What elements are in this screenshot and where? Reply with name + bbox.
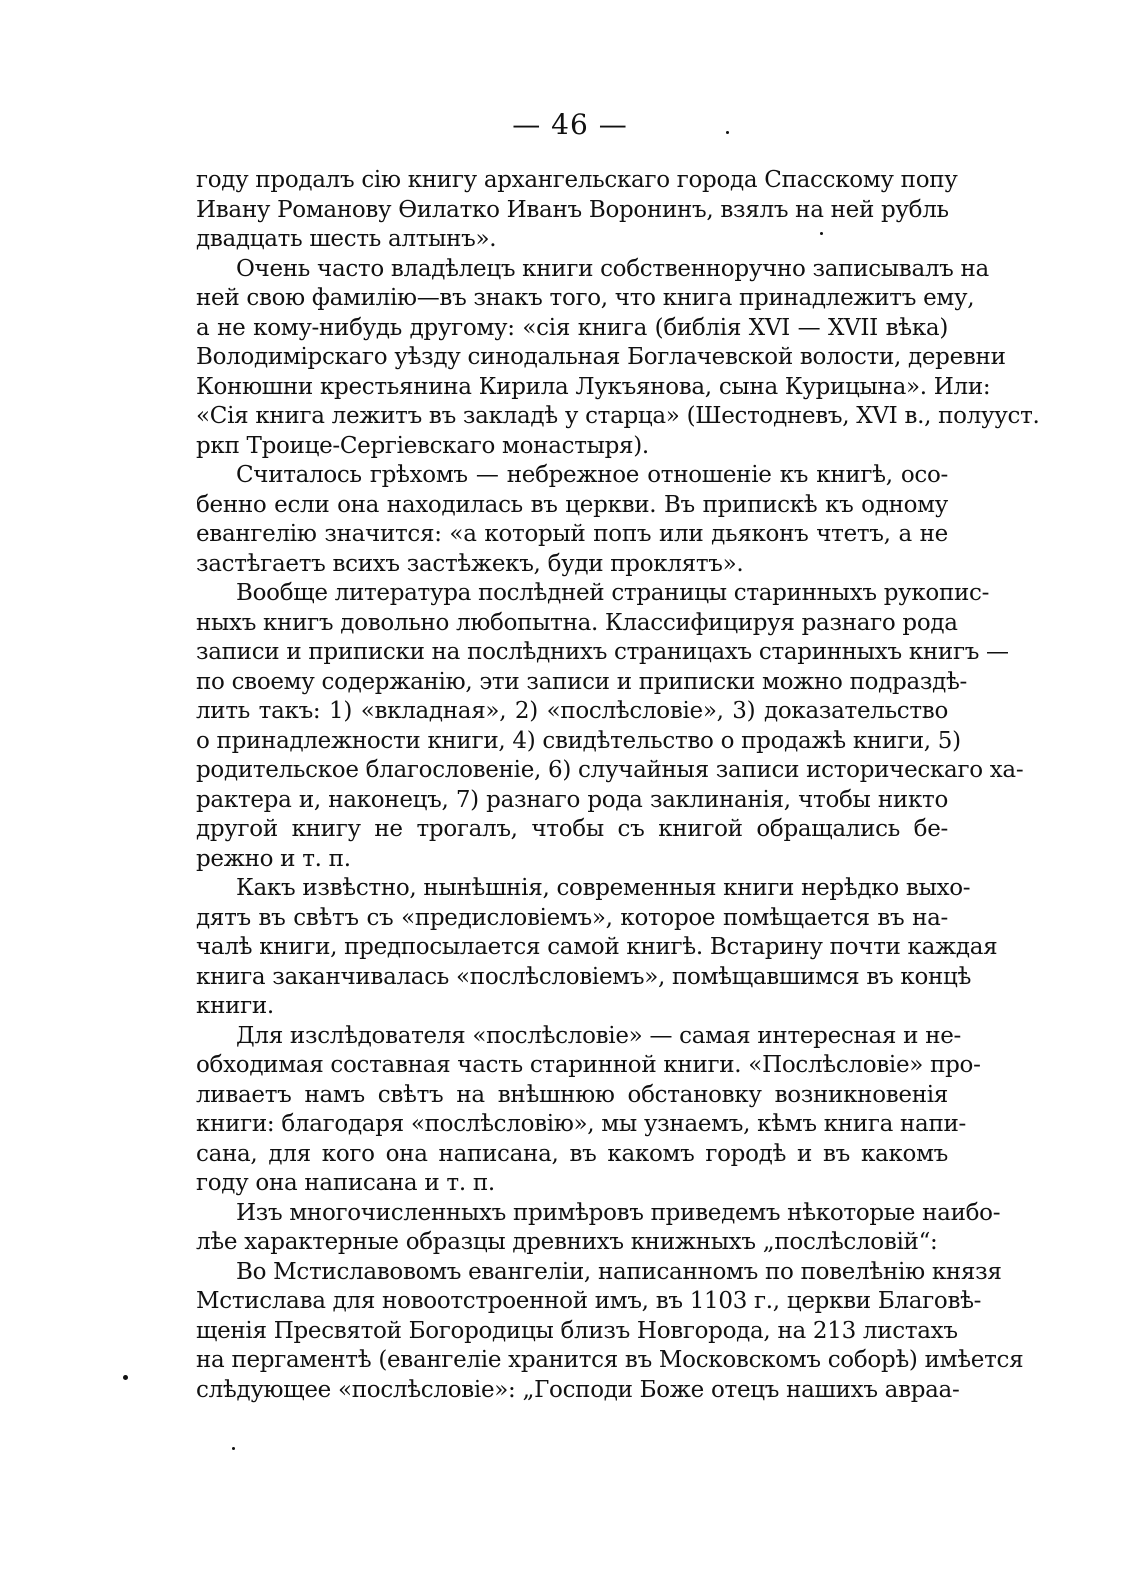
text-line: Считалось грѣхомъ — небрежное отношеніе къ книгѣ, осо-: [236, 462, 948, 488]
text-line: а не кому-нибудь другому: «сія книга (библія XVI — XVII вѣка): [196, 314, 948, 341]
page-number: — 46 —: [512, 108, 628, 141]
text-line: лѣе характерные образцы древнихъ книжныхъ „послѣсловій“:: [196, 1229, 938, 1255]
text-line: Конюшни крестьянина Кирила Лукъянова, сына Курицына». Или:: [196, 373, 991, 400]
scan-speck: [726, 131, 729, 134]
text-line: другой книгу не трогалъ, чтобы съ книгой обращались бе-: [196, 816, 948, 842]
text-line: ркп Троице-Сергіевскаго монастыря).: [196, 432, 649, 459]
text-line: ливаетъ намъ свѣтъ на внѣшнюю обстановку возникновенія: [196, 1081, 948, 1108]
text-line: книги.: [196, 993, 274, 1019]
text-line: сана, для кого она написана, въ какомъ городѣ и въ какомъ: [196, 1140, 948, 1167]
text-line: евангелію значится: «а который попъ или дьяконъ чтетъ, а не: [196, 521, 948, 547]
text-line: на пергаментѣ (евангеліе хранится въ Московскомъ соборѣ) имѣется: [196, 1347, 1024, 1373]
text-line: чалѣ книги, предпосылается самой книгѣ. Встарину почти каждая: [196, 934, 998, 960]
body-text: [196, 166, 1040, 1405]
text-line: бенно если она находилась въ церкви. Въ припискѣ къ одному: [196, 491, 948, 518]
scan-speck: [123, 1375, 128, 1380]
text-line: обходимая составная часть старинной книги. «Послѣсловіе» про-: [196, 1052, 981, 1078]
text-line: Изъ многочисленныхъ примѣровъ приведемъ нѣкоторые наибо-: [236, 1199, 1001, 1226]
text-line: Для изслѣдователя «послѣсловіе» — самая интересная и не-: [236, 1022, 962, 1049]
scan-speck: [232, 1447, 235, 1450]
text-line: застѣгаетъ всихъ застѣжекъ, буди проклятъ».: [196, 550, 744, 577]
text-line: о принадлежности книги, 4) свидѣтельство о продажѣ книги, 5): [196, 727, 961, 754]
text-line: лить такъ: 1) «вкладная», 2) «послѣсловіе», 3) доказательство: [196, 698, 948, 724]
text-line: дятъ въ свѣтъ съ «предисловіемъ», которое помѣщается въ на-: [196, 904, 948, 931]
text-line: родительское благословеніе, 6) случайныя записи историческаго ха-: [196, 757, 1024, 783]
text-line: двадцать шесть алтынъ».: [196, 226, 497, 252]
text-line: рактера и, наконецъ, 7) разнаго рода заклинанія, чтобы никто: [196, 786, 948, 813]
text-line: книга заканчивалась «послѣсловіемъ», помѣщавшимся въ концѣ: [196, 963, 972, 990]
text-line: Очень часто владѣлецъ книги собственноручно записывалъ на: [236, 255, 989, 282]
text-line: Мстислава для новоотстроенной имъ, въ 1103 г., церкви Благовѣ-: [196, 1288, 982, 1314]
text-line: режно и т. п.: [196, 845, 351, 872]
text-line: Володимірскаго уѣзду синодальная Боглачевской волости, деревни: [196, 344, 1006, 370]
text-line: «Сія книга лежитъ въ закладѣ у старца» (Шестодневъ, XVI в., полууст.: [196, 403, 1040, 429]
text-line: Во Мстиславовомъ евангеліи, написанномъ по повелѣнію князя: [236, 1258, 1002, 1285]
text-line: году она написана и т. п.: [196, 1170, 495, 1196]
text-line: ныхъ книгъ довольно любопытна. Классифицируя разнаго рода: [196, 609, 958, 636]
text-line: Вообще литература послѣдней страницы старинныхъ рукопис-: [236, 580, 990, 606]
text-line: Какъ извѣстно, нынѣшнія, современныя книги нерѣдко выхо-: [236, 875, 971, 901]
text-line: ней свою фамилію—въ знакъ того, что книга принадлежитъ ему,: [196, 285, 975, 311]
scan-speck: [820, 232, 823, 235]
text-line: Ивану Романову Ѳилатко Иванъ Воронинъ, взялъ на ней рубль: [196, 196, 949, 223]
text-line: слѣдующее «послѣсловіе»: „Господи Боже отецъ нашихъ авраа-: [196, 1376, 960, 1403]
text-line: по своему содержанію, эти записи и приписки можно подраздѣ-: [196, 668, 968, 695]
text-line: щенія Пресвятой Богородицы близъ Новгорода, на 213 листахъ: [196, 1317, 958, 1344]
text-line: записи и приписки на послѣднихъ страницахъ старинныхъ книгъ —: [196, 639, 1009, 665]
text-line: году продалъ сію книгу архангельскаго города Спасскому попу: [196, 167, 958, 193]
text-line: книги: благодаря «послѣсловію», мы узнаемъ, кѣмъ книга напи-: [196, 1111, 966, 1137]
